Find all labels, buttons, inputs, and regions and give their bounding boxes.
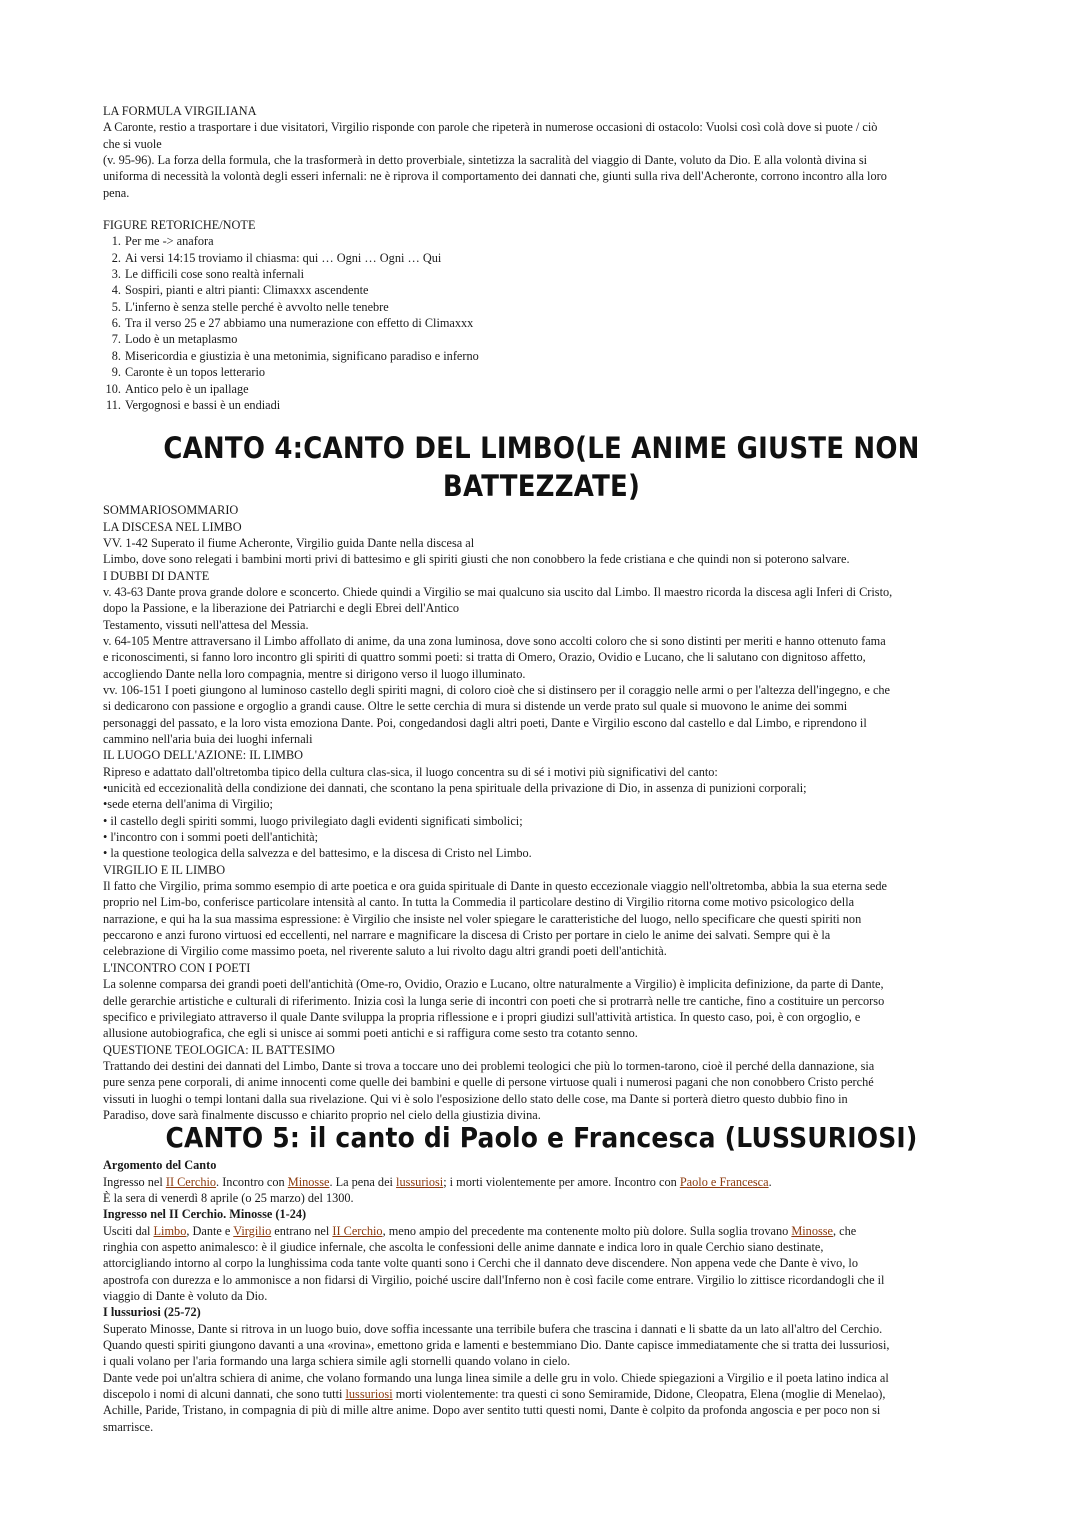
text-line: personaggi del passato, e la loro vista emoziona Dante. Poi, congedandosi dagli altri poeti, Dante e Virgilio escono dal castello e dal Limbo, e riprendono il: [103, 715, 867, 730]
text-line: • la questione teologica della salvezza e del battesimo, e la discesa di Cristo nel Limbo.: [103, 846, 532, 861]
text-fragment: morti violentemente: tra questi ci sono Semiramide, Didone, Cleopatra, Elena (moglie di Menelao),: [392, 1387, 886, 1402]
text-fragment: , Dante e: [186, 1223, 234, 1238]
text-line: celebrazione di Virgilio come massimo poeta, nel riverente saluto a lui rivolto dagu altri grandi poeti dell'antichità.: [103, 944, 667, 959]
text-line: apostrofa con durezza e lo ammonisce a non fidarsi di Virgilio, poiché uscire dall'Inferno non è così facile come entrare. Virgilio lo zittisce ricordandogli che il: [103, 1272, 885, 1287]
figure-list: [103, 233, 980, 413]
text-line: LA DISCESA NEL LIMBO: [103, 519, 242, 534]
link-minosse[interactable]: Minosse: [287, 1174, 330, 1189]
text-fragment: Ingresso nel: [103, 1174, 166, 1189]
canto4-title: CANTO 4:CANTO DEL LIMBO(LE ANIME GIUSTE NON BATTEZZATE): [163, 432, 920, 505]
text-line: Paradiso, dove sarà finalmente discusso e chiarito proprio nel cielo della giustizia divina.: [103, 1107, 541, 1122]
link-minosse[interactable]: Minosse: [791, 1223, 834, 1238]
spacer: [103, 201, 980, 217]
list-item: 7. Lodo è un metaplasmo: [124, 331, 980, 347]
list-item: 6. Tra il verso 25 e 27 abbiamo una numerazione con effetto di Climaxxx: [124, 315, 980, 331]
link-ii-cerchio[interactable]: II Cerchio: [165, 1174, 217, 1189]
text-fragment: . La pena dei: [329, 1174, 397, 1189]
list-item: 5. L'inferno è senza stelle perché è avvolto nelle tenebre: [124, 299, 980, 315]
text-line: IL LUOGO DELL'AZIONE: IL LIMBO: [103, 748, 304, 763]
link-lussuriosi[interactable]: lussuriosi: [396, 1174, 444, 1189]
ingresso-heading: [103, 1206, 980, 1222]
text-line: VIRGILIO E IL LIMBO: [103, 862, 226, 877]
text-line: v. 64-105 Mentre attraversano il Limbo affollato di anime, da una zona luminosa, dove sono accolti coloro che si sono distinti per meriti e hanno ottenuto fama: [103, 633, 886, 648]
text-line: •unicità ed eccezionalità della condizione dei dannati, che scontano la pena spirituale della privazione di Dio, in assenza di punizioni corporali;: [103, 781, 807, 796]
text-fragment: discepolo i nomi di alcuni dannati, che sono tutti: [103, 1387, 346, 1402]
text-line: QUESTIONE TEOLOGICA: IL BATTESIMO: [103, 1042, 335, 1057]
text-fragment: ; i morti violentemente per amore. Incontro con: [443, 1174, 680, 1189]
list-item: 3. Le difficili cose sono realtà infernali: [124, 266, 980, 282]
text-line: pure senza pene corporali, di anime innocenti come quelle dei bambini e quelle di persone virtuose quali i numerosi pagani che non conobbero Cristo perché: [103, 1075, 874, 1090]
link-ii-cerchio[interactable]: II Cerchio: [332, 1223, 383, 1238]
text-line: cammino nell'aria buia dei luoghi infernali: [103, 732, 313, 746]
text-fragment: , che: [833, 1223, 857, 1238]
formula-line: che si vuole: [103, 136, 162, 151]
text-line: attorcigliando intorno al corpo la lunghissima coda tante volte quanti sono i Cerchi che il dannato deve discendere. Non appena vede che Dante è vivo, lo: [103, 1256, 858, 1271]
text-line: smarrisce.: [103, 1419, 154, 1434]
text-fragment: entrano nel: [271, 1223, 333, 1238]
formula-heading: LA FORMULA VIRGILIANA: [103, 104, 257, 118]
text-line: La solenne comparsa dei grandi poeti dell'antichità (Ome-ro, Ovidio, Orazio e Lucano, oltre naturalmente a Virgilio) è implicita definizione, da parte di Dante,: [103, 977, 884, 992]
canto4-body: [103, 502, 980, 1123]
list-item: 2. Ai versi 14:15 troviamo il chiasma: qui … Ogni … Ogni … Qui: [124, 250, 980, 266]
text-line: Superato Minosse, Dante si ritrova in un luogo buio, dove soffia incessante una terribile bufera che trascina i dannati e li sbatte da un lato all'altro del Cerchio.: [103, 1321, 883, 1336]
text-line: si dedicarono con passione e orgoglio a grandi cause. Oltre le sette cerchia di mura si distende un verde prato sul quale si muovono le anime dei sommi: [103, 699, 848, 714]
text-line: • l'incontro con i sommi poeti dell'antichità;: [103, 830, 319, 845]
text-line: peccarono e anzi furono virtuosi ed eccellenti, nel narrare e magnificare la discesa di Cristo per portare in cielo le anime dei salvati. Sempre qui è la: [103, 928, 831, 943]
text-line: I DUBBI DI DANTE: [103, 568, 210, 583]
ingresso-line: [103, 1223, 980, 1239]
bold-heading: I lussuriosi (25-72): [103, 1305, 201, 1320]
text-line: Achille, Paride, Tristano, in compagnia di più di mille altre anime. Dopo aver sentito tutti questi nomi, Dante è colpito da profonda angoscia e per poco non si: [103, 1403, 881, 1418]
link-virgilio[interactable]: Virgilio: [233, 1223, 272, 1238]
figure-heading: FIGURE RETORICHE/NOTE: [103, 218, 256, 233]
text-line: Dante vede poi un'altra schiera di anime, che volano formando una lunga linea simile a delle gru in volo. Chiede spiegazioni a Virgilio e il poeta latino indica al: [103, 1370, 889, 1385]
text-line: Quando questi spiriti giungono davanti a una «rovina», emettono grida e lamenti e bestemmiano Dio. Dante capisce immediatamente che si tratta dei lussuriosi,: [103, 1338, 890, 1353]
text-line: Il fatto che Virgilio, prima sommo esempio di arte poetica e ora guida spirituale di Dante in questo eccezionale viaggio nell'oltretomba, abbia la sua eterna sede: [103, 879, 887, 894]
text-line: vissuti in luoghi o tempi lontani dalla sua rivelazione. Qui vi è solo l'esposizione dello stato delle cose, ma Dante si porterà dietro questo dubbio fino in: [103, 1091, 848, 1106]
formula-line: uniforma di necessità la volontà degli esseri infernali: ne è riprova il comportamento dei dannati che, giunti sulla riva dell'Acheronte, corrono incontro alla loro: [103, 169, 887, 184]
text-line: L'INCONTRO CON I POETI: [103, 960, 251, 975]
list-item: 4. Sospiri, pianti e altri pianti: Climaxxx ascendente: [124, 282, 980, 298]
text-line: Limbo, dove sono relegati i bambini morti privi di battesimo e gli spiriti giusti che non conobbero la fede cristiana e che quindi non si poterono salvare.: [103, 552, 850, 567]
argomento-line: [103, 1174, 980, 1190]
text-fragment: , meno ampio del precedente ma contenente molto più dolore. Sulla soglia trovano: [382, 1223, 792, 1238]
text-line: Ripreso e adattato dall'oltretomba tipico della cultura clas-sica, il luogo concentra su di sé i motivi più significativi del canto:: [103, 764, 718, 779]
text-line: ringhia con aspetto animalesco: è il giudice infernale, che ascolta le confessioni delle anime dannate e indica loro in quale Cerchio siano destinate,: [103, 1239, 824, 1254]
canto5-title: CANTO 5: il canto di Paolo e Francesca (LUSSURIOSI): [165, 1121, 918, 1154]
link-limbo[interactable]: Limbo: [153, 1223, 187, 1238]
text-line: SOMMARIOSOMMARIO: [103, 503, 239, 518]
text-line: viaggio di Dante è voluto da Dio.: [103, 1289, 268, 1303]
text-line: specifico e privilegiato attraverso il quale Dante sviluppa la propria riflessione e i propri giudizi sull'attività artistica. In questo caso, poi, è con orgoglio, e: [103, 1009, 861, 1024]
text-fragment: .: [768, 1174, 772, 1189]
lussuriosi-link-line: [103, 1386, 980, 1402]
text-line: proprio nel Lim-bo, conferisce particolare intensità al canto. In tutta la Commedia il particolare destino di Virgilio ritorna come motivo psicologico della: [103, 895, 855, 910]
argomento-heading: [103, 1157, 980, 1173]
text-line: narrazione, e qui ha la sua massima espressione: è Virgilio che insiste nel voler spiegare le caratteristiche del luogo, nello specificare che questi spiriti non: [103, 911, 862, 926]
text-line: delle gerarchie artistiche e culturali di riferimento. Inizia così la lunga serie di incontri con poeti che si protrarrà nelle tre cantiche, fino a costituire un percorso: [103, 993, 885, 1008]
formula-line: (v. 95-96). La forza della formula, che la trasformerà in detto proverbiale, sintetizza la sacralità del viaggio di Dante, voluto da Dio. E alla volontà divina si: [103, 153, 868, 168]
list-item: 11. Vergognosi e bassi è un endiadi: [124, 397, 980, 413]
text-line: i quali volano per l'aria formando una larga schiera simile agli stornelli quando volano in cielo.: [103, 1354, 571, 1369]
text-line: accogliendo Dante nella loro compagnia, mentre si dirigono verso il luogo illuminato.: [103, 666, 526, 681]
text-line: •sede eterna dell'anima di Virgilio;: [103, 797, 273, 812]
bold-heading: Argomento del Canto: [103, 1158, 217, 1173]
list-item: 8. Misericordia e giustizia è una metonimia, significano paradiso e inferno: [124, 348, 980, 364]
text-line: • il castello degli spiriti sommi, luogo privilegiato dagli evidenti significati simbolici;: [103, 813, 523, 828]
lussuriosi-heading: [103, 1304, 980, 1320]
date-line: È la sera di venerdì 8 aprile (o 25 marzo) del 1300.: [103, 1190, 354, 1205]
text-line: Testamento, vissuti nell'attesa del Messia.: [103, 617, 309, 632]
text-line: v. 43-63 Dante prova grande dolore e sconcerto. Chiede quindi a Virgilio se mai qualcuno sia uscito dal Limbo. Il maestro ricorda la discesa agli Inferi di Cristo,: [103, 584, 893, 599]
text-line: Trattando dei destini dei dannati del Limbo, Dante si trova a toccare uno dei problemi teologici che più lo tormen-tarono, cioè il perché della dannazione, sia: [103, 1058, 875, 1073]
list-item: 10. Antico pelo è un ipallage: [124, 381, 980, 397]
link-lussuriosi[interactable]: lussuriosi: [345, 1387, 393, 1402]
canto5-body: [103, 1157, 980, 1435]
text-line: VV. 1-42 Superato il fiume Acheronte, Virgilio guida Dante nella discesa al: [103, 535, 475, 550]
text-line: dopo la Passione, e la liberazione dei Patriarchi e degli Ebrei dell'Antico: [103, 601, 459, 616]
text-fragment: . Incontro con: [216, 1174, 288, 1189]
link-paolo-e-francesca[interactable]: Paolo e Francesca: [679, 1174, 769, 1189]
text-line: allusione autobiografica, che egli si unisce ai sommi poeti antichi e si raffigura come sesto tra cotanto senno.: [103, 1026, 638, 1041]
text-fragment: Usciti dal: [103, 1223, 154, 1238]
bold-heading: Ingresso nel II Cerchio. Minosse (1-24): [103, 1207, 307, 1222]
text-line: vv. 106-151 I poeti giungono al luminoso castello degli spiriti magni, di coloro cioè che si distinsero per il coraggio nelle armi o per l'altezza dell'ingegno, e che: [103, 682, 891, 697]
formula-line: A Caronte, restio a trasportare i due visitatori, Virgilio risponde con parole che ripeterà in numerose occasioni di ostacolo: Vuolsi così colà dove si puote / ciò: [103, 120, 878, 135]
text-line: e riconoscimenti, si fanno loro incontro gli spiriti di quattro sommi poeti: si tratta di Omero, Orazio, Ovidio e Lucano, che li salutano con dignitoso affetto,: [103, 650, 866, 665]
list-item: 9. Caronte è un topos letterario: [124, 364, 980, 380]
list-item: 1. Per me -> anafora: [124, 233, 980, 249]
formula-line: pena.: [103, 185, 130, 200]
